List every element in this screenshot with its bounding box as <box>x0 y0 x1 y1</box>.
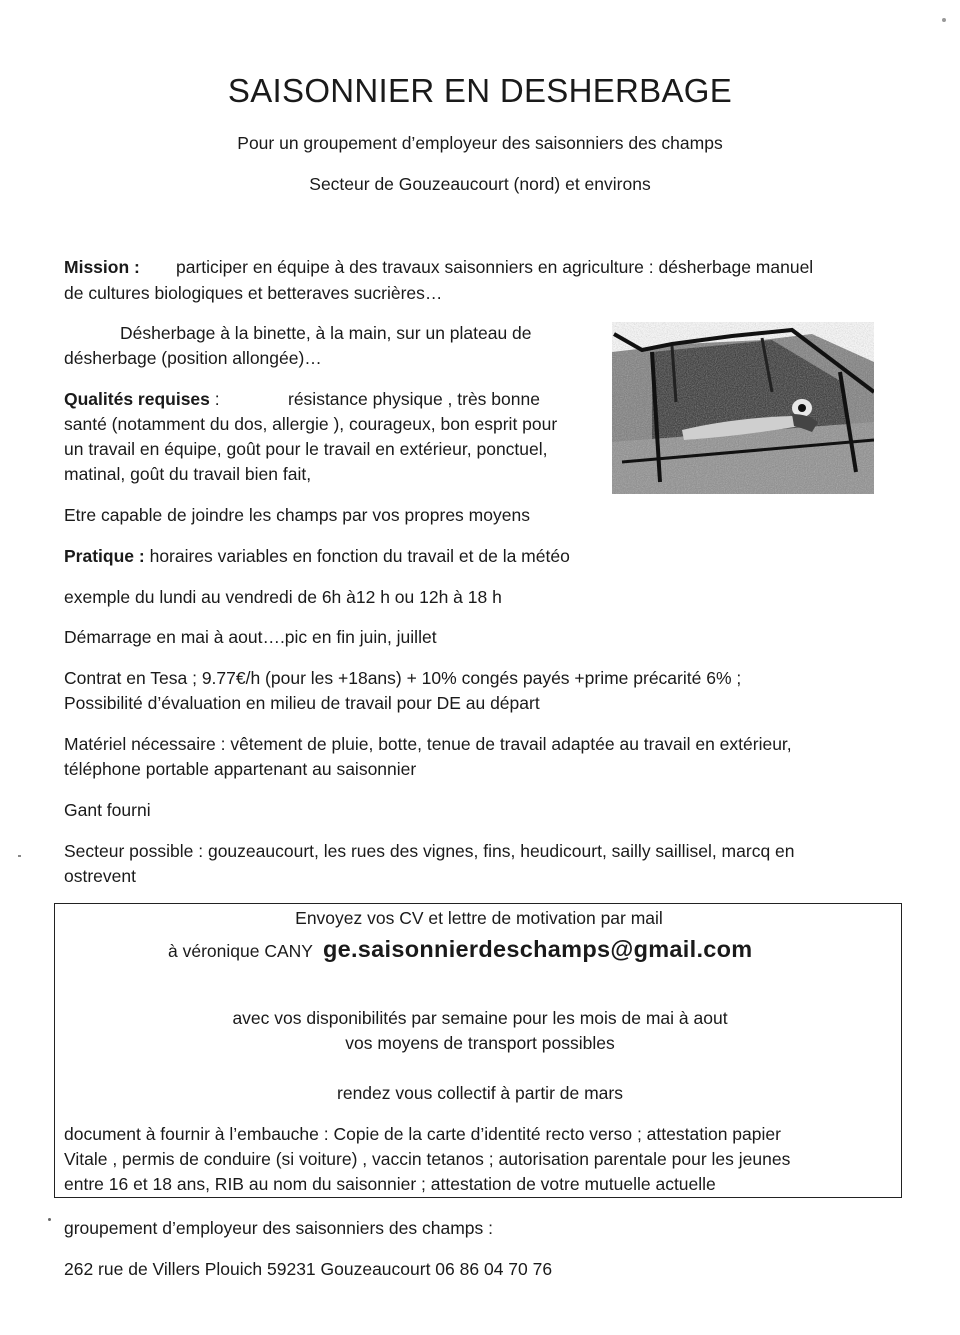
documents-line-3: entre 16 et 18 ans, RIB au nom du saisonnier ; attestation de votre mutuelle actuelle <box>64 1174 716 1194</box>
exemple-text: exemple du lundi au vendredi de 6h à12 h ou 12h à 18 h <box>64 587 502 607</box>
scan-speck <box>48 1218 51 1221</box>
etre-capable-text: Etre capable de joindre les champs par vos propres moyens <box>64 505 530 525</box>
qualites-label-text: Qualités requises <box>64 389 210 409</box>
footer-line-1: groupement d’employeur des saisonniers des champs : <box>64 1218 493 1238</box>
mission-line-2: de cultures biologiques et betteraves sucrières… <box>64 283 443 303</box>
weeding-platform-illustration <box>612 322 874 494</box>
qualites-line-3: un travail en équipe, goût pour le travail en extérieur, ponctuel, <box>64 439 548 459</box>
desherbage-line-1: Désherbage à la binette, à la main, sur un plateau de <box>120 323 532 343</box>
page-title: SAISONNIER EN DESHERBAGE <box>227 72 733 109</box>
qualites-line-2: santé (notamment du dos, allergie ), courageux, bon esprit pour <box>64 414 558 434</box>
documents-line-2: Vitale , permis de conduire (si voiture) , vaccin tetanos ; autorisation parentale pour les jeunes <box>64 1149 791 1169</box>
qualites-sep: : <box>209 389 220 409</box>
contact-recipient: à véronique CANY <box>168 941 313 961</box>
secteur-line-2: ostrevent <box>64 866 136 886</box>
materiel-line-1: Matériel nécessaire : vêtement de pluie, botte, tenue de travail adaptée au travail en extérieur, <box>64 734 792 754</box>
qualites-line-1: résistance physique , très bonne <box>288 389 540 409</box>
subtitle-employer: Pour un groupement d’employeur des saisonniers des champs <box>237 133 723 153</box>
mission-label <box>64 255 140 280</box>
contrat-line-2: Possibilité d’évaluation en milieu de travail pour DE au départ <box>64 693 540 713</box>
scan-speck <box>18 855 21 857</box>
materiel-line-2: téléphone portable appartenant au saisonnier <box>64 759 417 779</box>
subtitle-sector: Secteur de Gouzeaucourt (nord) et environs <box>309 174 651 194</box>
qualites-label <box>64 387 220 412</box>
documents-line-1: document à fournir à l’embauche : Copie de la carte d’identité recto verso ; attestation papier <box>64 1124 781 1144</box>
mission-label-text: Mission : <box>64 257 140 277</box>
contact-line-4: vos moyens de transport possibles <box>345 1033 615 1053</box>
pratique-text: horaires variables en fonction du travail et de la météo <box>144 546 570 566</box>
contact-line-1: Envoyez vos CV et lettre de motivation par mail <box>295 908 663 928</box>
scan-speck <box>942 18 946 22</box>
contrat-line-1: Contrat en Tesa ; 9.77€/h (pour les +18ans) + 10% congés payés +prime précarité 6% ; <box>64 668 742 688</box>
desherbage-line-2: désherbage (position allongée)… <box>64 348 322 368</box>
contact-line-5: rendez vous collectif à partir de mars <box>337 1083 623 1103</box>
contact-email[interactable]: ge.saisonnierdeschamps@gmail.com <box>322 936 753 962</box>
contact-line-2 <box>168 935 753 965</box>
mission-line-1: participer en équipe à des travaux saisonniers en agriculture : désherbage manuel <box>176 257 814 277</box>
secteur-line-1: Secteur possible : gouzeaucourt, les rues des vignes, fins, heudicourt, sailly saillisel, marcq en <box>64 841 795 861</box>
pratique-line <box>64 544 570 569</box>
gant-text: Gant fourni <box>64 800 151 820</box>
weeding-platform-photo <box>612 322 874 494</box>
footer-line-2: 262 rue de Villers Plouich 59231 Gouzeaucourt 06 86 04 70 76 <box>64 1259 553 1279</box>
contact-line-3: avec vos disponibilités par semaine pour les mois de mai à aout <box>232 1008 728 1028</box>
qualites-line-4: matinal, goût du travail bien fait, <box>64 464 312 484</box>
demarrage-text: Démarrage en mai à aout….pic en fin juin, juillet <box>64 627 437 647</box>
pratique-label: Pratique : <box>64 546 145 566</box>
